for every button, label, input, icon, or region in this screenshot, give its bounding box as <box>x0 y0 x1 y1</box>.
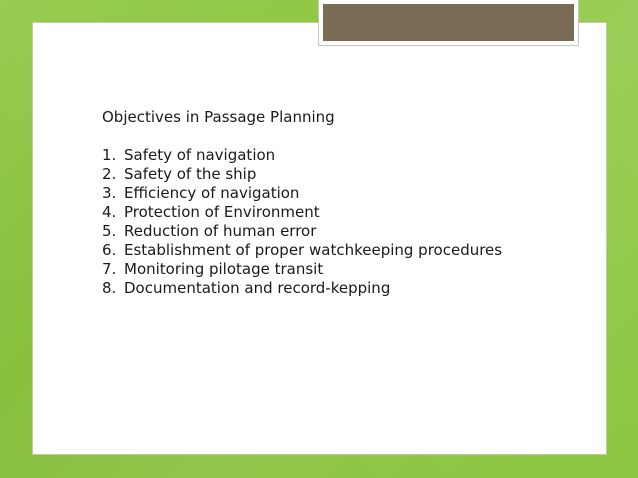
list-item-text: Safety of navigation <box>124 146 276 164</box>
title-tab-fill <box>323 4 574 41</box>
list-item-number: 2. <box>102 165 117 183</box>
slide-text-block <box>102 108 572 298</box>
list-item-number: 4. <box>102 203 117 221</box>
list-item-text: Protection of Environment <box>124 203 320 221</box>
objectives-list <box>102 146 572 298</box>
list-item-text: Safety of the ship <box>124 165 257 183</box>
list-item-text: Documentation and record-kepping <box>124 279 391 297</box>
list-item <box>102 203 572 222</box>
list-item <box>102 279 572 298</box>
title-tab <box>318 0 579 46</box>
list-item <box>102 260 572 279</box>
list-item <box>102 184 572 203</box>
list-item-number: 3. <box>102 184 117 202</box>
list-item-text: Establishment of proper watchkeeping procedures <box>124 241 503 259</box>
list-item-text: Reduction of human error <box>124 222 317 240</box>
list-item-text: Efficiency of navigation <box>124 184 300 202</box>
list-item-number: 8. <box>102 279 117 297</box>
list-item <box>102 241 572 260</box>
slide-heading: Objectives in Passage Planning <box>102 108 335 126</box>
list-item-text: Monitoring pilotage transit <box>124 260 324 278</box>
list-item-number: 7. <box>102 260 117 278</box>
list-item <box>102 222 572 241</box>
list-item-number: 6. <box>102 241 117 259</box>
list-item <box>102 165 572 184</box>
list-item <box>102 146 572 165</box>
list-item-number: 1. <box>102 146 117 164</box>
list-item-number: 5. <box>102 222 117 240</box>
